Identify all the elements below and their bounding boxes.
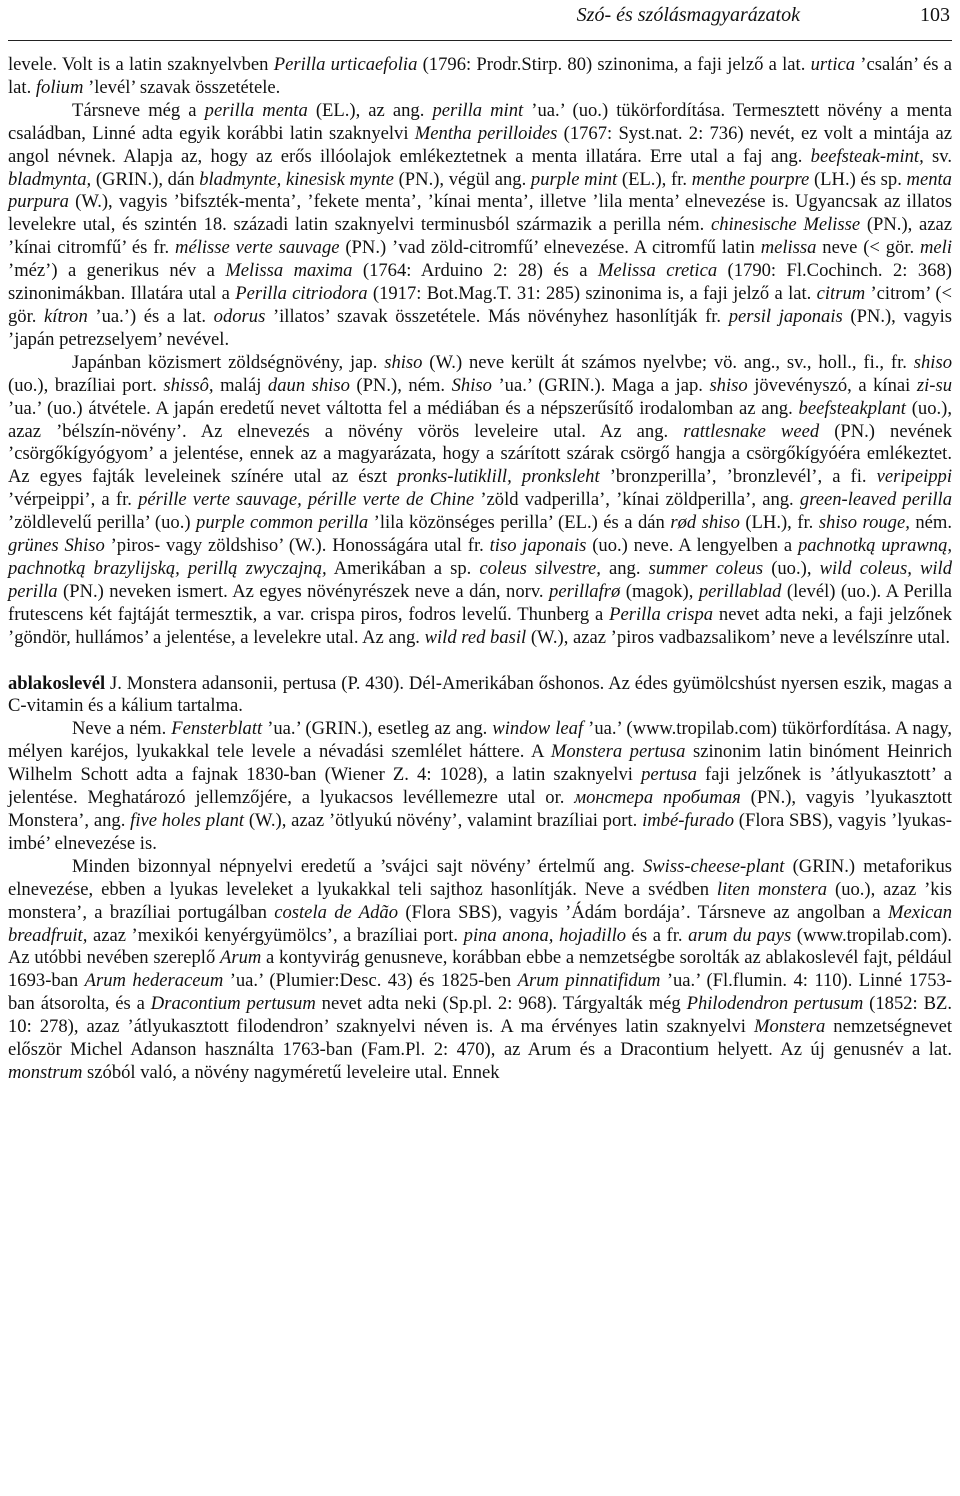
text-run: nevet adta neki, a faji jelzőnek ’göndör, hullámos’ a jelentése, a levelekre utal. Az ang. [8,603,953,648]
italic-term: costela de Adão [274,901,398,923]
text-run: (1790: Fl.Cochinch. 2: 368) szinonimákban. Illatára utal a [8,260,952,305]
text-run: (PN.) nevének ’csörgőkígyógyom’ a jelentése, ennek az a magyarázata, hogy a szárított szárak csörgő hangja a csörgőkígyóéra emlékeztet. Az egyes fajták leveleinek színére utal az észt [8,420,952,488]
text-run: (PN.) ’vad zöld-citromfű’ elnevezése. A citromfű latin [339,237,761,259]
italic-term: kítron [44,305,88,327]
italic-term: menta purpura [8,168,952,213]
italic-term: pronks-lutiklill, pronksleht [397,466,600,488]
text-run: ném. [909,512,953,534]
text-run: a kontyvirág genusneve, korábban ebbe a nemzetségbe sorolták az ablakoslevél fajt, például 1693-ban [8,947,952,992]
italic-term: arum du pays [688,924,792,946]
italic-term: beefsteakplant [798,397,906,419]
italic-term: pertusa [641,764,697,786]
text-run: ’ua.’ (uo.) tükörfordítása. Termesztett növény a menta családban, Linné adta egyik korábbi latin szaknyelvi [8,99,953,144]
italic-term: Melissa cretica [597,260,718,282]
italic-term: purple mint [530,168,618,190]
italic-term: монстера пробитая [574,787,741,809]
italic-term: perillablad [698,580,782,602]
text-run: Neve a ném. [72,718,172,740]
text-run: (LH.) és sp. [809,168,907,190]
italic-term: shiso [384,351,423,373]
italic-term: five holes plant [130,810,245,831]
text-run: (levél) (uo.). A Perilla frutescens két fajtáját termesztik, a var. crispa piros, fodros levelű. Thunberg a [8,580,952,625]
italic-term: perillafrø [549,580,621,602]
italic-term: rød shiso [670,512,740,534]
running-title: Szó- és szólásmagyarázatok [576,4,800,26]
text-run: (PN.), vagyis ’japán petrezselyem’ nevével. [8,305,952,350]
text-run: nemzetségnevet először Michel Adanson használta 1763-ban (Fam.Pl. 2: 470), az Arum és a Dracontium helyett. Az új genusnév a lat. [8,1016,953,1061]
text-run: (1767: Syst.nat. 2: 736) nevét, ez volt a mintája az angol névnek. Alapja az, hogy az erős illóolajok emlékeztetnek a menta illatára. Erre utal a faj ang. [8,122,953,167]
italic-term: pina anona, hojadillo [463,924,627,946]
text-run: ’piros- vagy zöldshiso’ (W.). Honosságára utal fr. [104,535,490,557]
italic-term: citrum [816,283,866,305]
italic-term: menthe pourpre [691,168,810,190]
italic-term: green-leaved perilla [799,489,953,511]
text-run: ’ua.’ (Plumier:Desc. 43) és 1825-ben [223,970,518,992]
text-run: és a fr. [626,924,689,946]
text-run: neve (< gör. [816,237,920,259]
italic-term: Monstera pertusa [550,741,686,763]
italic-term: shissô, [163,374,214,396]
text-run: ’ua.’ (uo.) átvétele. A japán eredetű nevet váltotta fel a médiában és a népszerűsítő irodalomban az ang. [8,397,799,419]
italic-term: coleus silvestre, [479,557,601,579]
body-text [8,54,952,1085]
italic-term: wild coleus, wild perilla [8,557,952,602]
text-run: (PN.), végül ang. [393,168,531,190]
text-run: (EL.), fr. [617,168,692,190]
text-run: (W.), azaz ’piros vadbazsalikom’ neve a levélszínre utal. [526,626,951,648]
text-run: (Flora SBS), vagyis ’lyukas-imbé’ elnevezése is. [8,810,952,854]
text-run: ’bronzperilla’, ’bronzlevél’, a fi. [599,466,877,488]
text-run: ’ua.’ (GRIN.), esetleg az ang. [262,718,493,740]
italic-term: Mexican breadfruit, [8,901,952,946]
italic-term: melissa [760,237,817,259]
text-run: (uo.), brazíliai port. [8,374,164,396]
text-run: nevet adta neki (Sp.pl. 2: 968). Tárgyalták még [315,993,687,1015]
text-run: (1852: BZ. 10: 278), azaz ’átlyukasztott filodendron’ szaknyelvi néven is. A ma érvényes latin szaknyelvi [8,993,952,1038]
text-run: ’ua.’ (Fl.flumin. 4: 110). Linné 1753-ban átsorolta, és a [8,970,952,1015]
text-run: maláj [213,374,268,396]
text-run: jövevényszó, a kínai [747,374,917,396]
text-run: ’csalán’ és a lat. [8,54,952,98]
italic-term: Arum hederaceum [84,970,224,992]
page-header [8,4,952,34]
italic-term: veripeippi [876,466,952,488]
italic-term: window leaf [492,718,584,740]
text-run: ’citrom’ (< gör. [8,283,952,327]
paragraph [8,54,952,100]
italic-term: grünes Shiso [8,535,105,557]
text-run: ’lila közönséges perilla’ (EL.) és a dán [368,512,671,534]
italic-term: Shiso [451,374,492,396]
text-run: (PN.) neveken ismert. Az egyes növényrészek neve a dán, norv. [57,580,550,602]
text-run: szóból való, a növény nagyméretű leveleire utal. Ennek [82,1061,500,1083]
text-run: (uo.), [763,557,820,579]
text-run: (uo.), azaz ’kis monstera’, a brazíliai portugálban [8,878,952,923]
italic-term: perilla mint [432,99,524,121]
italic-term: shiso rouge, [818,512,910,534]
text-run: (1796: Prodr.Stirp. 80) szinonima, a faji jelző a lat. [417,54,811,75]
text-run: (W.) neve került át számos nyelvbe; vö. ang., sv., holl., fi., fr. [422,351,914,373]
text-run: (W.), vagyis ’bifszték-menta’, ’fekete menta’, ’kínai menta’, illetve ’lila menta’ elnevezése is. Ugyancsak az illatos levelekre utal, és szintén 18. századi latin szaknyelvi terminusból származik a perilla ném. [8,191,952,236]
text-run: ’ua.’ (GRIN.). Maga a jap. [491,374,710,396]
text-run: ’méz’) a generikus név a [8,260,226,282]
text-run: (GRIN.), dán [91,168,200,190]
italic-term: pachnotką uprawną, pachnotką brazylijską, perillą zwyczajną, [8,535,953,579]
italic-term: monstrum [8,1061,83,1083]
italic-term: perilla menta [204,99,308,121]
text-run: (Flora SBS), vagyis ’Ádám bordája’. Társneve az angolban a [398,901,888,923]
italic-term: Fensterblatt [171,718,263,740]
italic-term: summer coleus [648,557,764,579]
italic-term: persil japonais [728,305,843,327]
text-run: ’illatos’ szavak összetétele. Más növényhez hasonlítják fr. [265,305,729,327]
header-rule [8,40,952,41]
italic-term: Dracontium pertusum [150,993,316,1015]
text-run: (PN.), ném. [349,374,452,396]
italic-term: mélisse verte sauvage [175,237,340,259]
italic-term: shiso [913,351,952,373]
text-run: ang. [600,557,649,579]
italic-term: bladmynta, [8,168,92,190]
italic-term: beefsteak-mint, [810,145,924,167]
italic-term: Arum pinnatifidum [517,970,661,992]
headword: ablakoslevél [8,672,106,694]
text-run: faji jelzőnek is ’átlyukasztott’ a jelentése. Meghatározó jellemzőjére, a lyukacsos levéllemezre utal or. [8,764,953,809]
page-number: 103 [920,4,950,26]
text-run: (GRIN.) metaforikus elnevezése, ebben a lyukas leveleket a lyukakkal teli sajthoz hasonlítják. Neve a svédben [8,855,953,900]
italic-term: urtica [810,54,856,75]
text-run: ’zöldlevelű perilla’ (uo.) [8,512,197,534]
italic-term: shiso [709,374,748,396]
text-run: sv. [923,145,952,167]
text-run: ’zöld vadperilla’, ’kínai zöldperilla’, ang. [474,489,800,511]
text-run: (www.tropilab.com). Az utóbbi nevében szereplő [8,924,953,969]
text-run: (W.), azaz ’ötlyukú növény’, valamint brazíliai port. [244,810,643,831]
italic-term: rattlesnake weed [683,420,820,442]
text-run: J. Monstera adansonii, pertusa (P. 430). Dél-Amerikában őshonos. Az édes gyümölcshúst nyersen eszik, magas a C-vitamin és a kálium tartalma. [8,672,952,717]
text-run: levele. Volt is a latin szaknyelvben [8,54,274,75]
paragraph [8,352,952,650]
italic-term: Perilla urticaefolia [273,54,418,75]
italic-term: odorus [213,305,266,327]
text-run: ’levél’ szavak összetétele. [83,76,281,98]
italic-term: bladmynte, kinesisk mynte [199,168,394,190]
italic-term: daun shiso [267,374,350,396]
text-run: Társneve még a [72,99,205,121]
italic-term: purple common perilla [196,512,369,534]
text-run: ’vérpeippi’, a fr. [8,489,139,511]
text-run: (LH.), fr. [739,512,819,534]
italic-term: meli [919,237,952,259]
text-run: (EL.), az ang. [307,99,433,121]
paragraph [8,100,952,352]
text-run: (1764: Arduino 2: 28) és a [352,260,598,282]
text-run: (uo.), azaz ’bélszín-növény’. Az elnevezés a növény vörös leveleire utal. Az ang. [8,397,952,442]
text-run: (1917: Bot.Mag.T. 31: 285) szinonima is, a faji jelző a lat. [367,283,817,305]
text-run: Minden bizonnyal népnyelvi eredetű a ’svájci sajt növény’ értelmű ang. [72,855,643,877]
italic-term: chinesische Melisse [710,214,861,236]
italic-term: Melissa maxima [225,260,353,282]
italic-term: tiso japonais [489,535,587,557]
paragraph [8,856,952,1085]
italic-term: Philodendron pertusum [686,993,864,1015]
text-run: ’ua.’ (www.tropilab.com) tükörfordítása. A nagy, mélyen karéjos, lyukakkal tele levele a névadási szemlélet háttere. A [8,718,952,763]
italic-term: Perilla citriodora [235,283,368,305]
text-run: azaz ’mexikói kenyérgyümölcs’, a brazíliai port. [87,924,464,946]
italic-term: folium [35,76,84,98]
italic-term: Arum [220,947,262,969]
italic-term: zi-su [916,374,952,396]
italic-term: Monstera [753,1016,826,1038]
italic-term: Mentha perilloides [414,122,558,144]
text-run: Amerikában a sp. [326,557,480,579]
italic-term: Perilla crispa [609,603,714,625]
italic-term: imbé-furado [642,810,734,831]
text-run: (PN.), azaz ’kínai citromfű’ és fr. [8,214,953,259]
text-run: szinonim latin binóment Heinrich Wilhelm Schott adta a fajnak 1830-ban (Wiener Z. 4: 1028), a latin szaknyelvi [8,741,953,786]
italic-term: liten monstera [716,878,828,900]
text-run: (PN.), vagyis ’lyukasztott Monstera’, ang. [8,787,952,831]
text-run: (uo.) neve. A lengyelben a [586,535,798,557]
text-run: ’ua.’) és a lat. [87,305,214,327]
italic-term: pérille verte sauvage, pérille verte de Chine [138,489,475,511]
paragraph [8,718,952,855]
italic-term: Swiss-cheese-plant [642,855,785,877]
text-run: Japánban közismert zöldségnövény, jap. [72,351,385,373]
text-run: (magok), [620,580,699,602]
italic-term: wild red basil [424,626,527,648]
paragraph [8,673,952,719]
paragraph-gap [8,650,952,673]
